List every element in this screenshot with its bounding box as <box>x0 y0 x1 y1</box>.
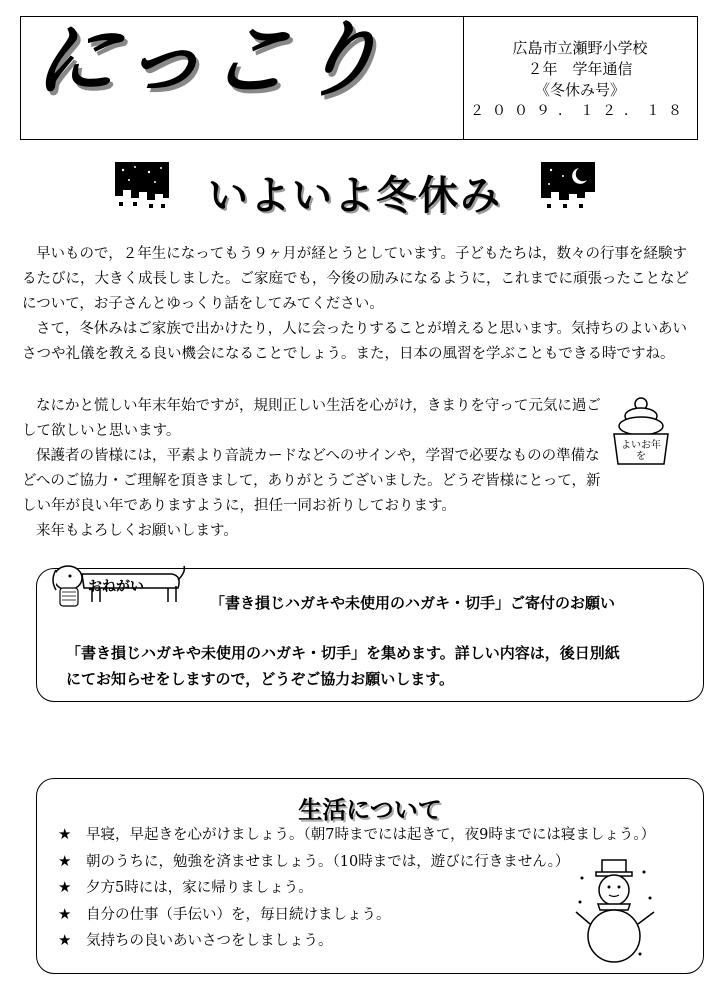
request-body-line-2: にてお知らせをしますので，どうぞご協力お願いします。 <box>66 670 455 688</box>
list-item <box>58 822 658 849</box>
paragraph-3: なにかと慌しい年末年始ですが，規則正しい生活を心がけ，きまりを守って元気に過ごして欲しいと思います。 <box>22 398 601 439</box>
newsletter-title: にっこり <box>27 13 395 108</box>
paragraph-4: 保護者の皆様には，平素より音読カードなどへのサインや，学習で必要なものの準備などへのご協力・ご理解を頂きまして，ありがとうございました。どうぞ皆様にとって，新しい年が良い年でありますように，担任一同お祈りしております。 <box>22 448 601 514</box>
snowman-icon <box>574 858 658 966</box>
list-item <box>58 902 658 929</box>
issue-date: ２００９．１２．１８ <box>470 103 690 119</box>
list-item <box>58 928 658 955</box>
night-city-icon <box>115 162 169 214</box>
star-bullet-icon: ★ <box>58 904 72 923</box>
list-item <box>58 849 658 876</box>
school-info <box>470 38 690 122</box>
section-title: いよいよ冬休み <box>208 173 502 219</box>
star-bullet-icon: ★ <box>58 878 72 896</box>
request-heading: 「書き損じハガキや未使用のハガキ・切手」ご寄付のお願い <box>210 594 616 612</box>
list-item-text: 早寝，早起きを心がけましょう。（朝7時までには起きて，夜9時までには寝ましょう。） <box>86 827 656 843</box>
list-item-text: 夕方5時には，家に帰りましょう。 <box>86 880 313 896</box>
star-bullet-icon: ★ <box>58 851 72 870</box>
star-bullet-icon: ★ <box>58 931 72 949</box>
night-city-icon <box>541 162 595 214</box>
list-item <box>58 875 658 902</box>
mochi-greeting: よいお年を <box>621 440 661 462</box>
winter-title-banner <box>115 162 595 220</box>
list-item-text: 気持ちの良いあいさつをしましょう。 <box>86 933 333 949</box>
list-item-text: 朝のうちに，勉強を済ませましょう。（10時までは，遊びに行きません。） <box>86 853 570 870</box>
list-item-text: 自分の仕事（手伝い）を，毎日続けましょう。 <box>86 906 391 923</box>
issue-label: 《冬休み号》 <box>534 81 625 99</box>
paragraph-5: 来年もよろしくお願いします。 <box>36 523 238 539</box>
school-name: 広島市立瀬野小学校 <box>512 39 648 57</box>
life-rules-title: 生活について <box>298 796 442 824</box>
body-text-lower <box>22 444 696 544</box>
body-text-narrow <box>22 394 602 444</box>
paragraph-2: さて，冬休みはご家族で出かけたり，人に会ったりすることが増えると思います。気持ちのよいあいさつや礼儀を教える良い機会になることでしょう。また，日本の風習を学ぶこともできる時ですね。 <box>22 321 688 362</box>
request-label: おねがい <box>88 579 144 595</box>
life-rules-list <box>58 822 658 955</box>
paragraph-1: 早いもので，２年生になってもう９ヶ月が経とうとしています。子どもたちは，数々の行事を経験するたびに，大きく成長しました。ご家庭でも，今後の励みになるように，これまでに頑張ったことなどについて，お子さんとゆっくり話をしてみてください。 <box>22 246 689 312</box>
header-divider <box>463 16 464 140</box>
request-body <box>66 640 686 692</box>
body-text <box>22 242 696 367</box>
request-body-line-1: 「書き損じハガキや未使用のハガキ・切手」を集めます。詳しい内容は，後日別紙 <box>66 644 620 662</box>
grade-label: ２年 学年通信 <box>527 60 633 78</box>
star-bullet-icon: ★ <box>58 825 72 843</box>
